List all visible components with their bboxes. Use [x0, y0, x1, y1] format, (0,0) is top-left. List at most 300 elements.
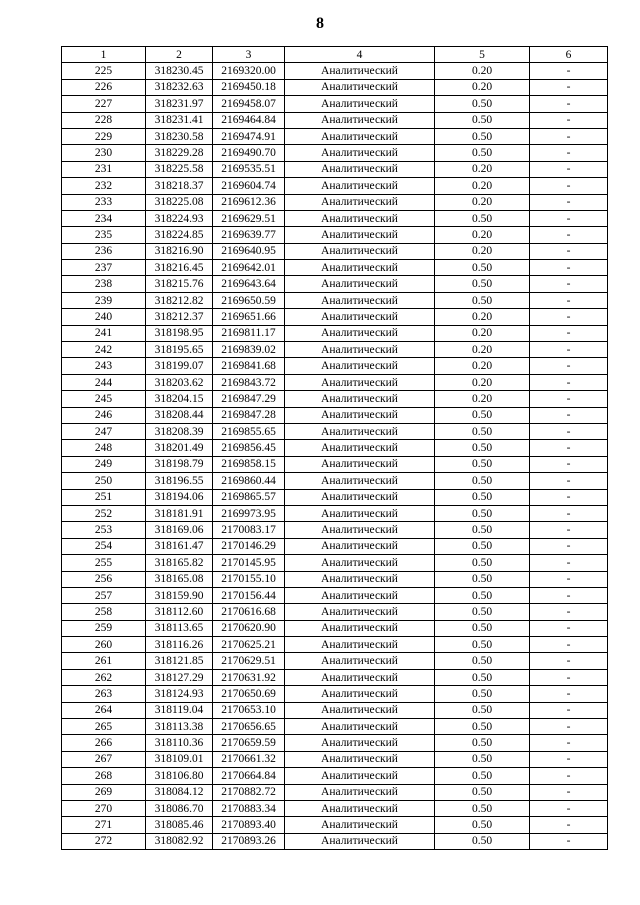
cell-point-number: 239 [62, 292, 146, 308]
cell-coordinate-x: 318113.65 [146, 620, 213, 636]
cell-coordinate-x: 318106.80 [146, 768, 213, 784]
cell-note: - [530, 555, 608, 571]
cell-method: Аналитический [285, 669, 435, 685]
cell-coordinate-x: 318208.39 [146, 423, 213, 439]
column-header-5: 5 [435, 47, 530, 63]
cell-note: - [530, 587, 608, 603]
table-header [62, 47, 608, 63]
cell-accuracy: 0.50 [435, 817, 530, 833]
cell-point-number: 247 [62, 423, 146, 439]
cell-method: Аналитический [285, 325, 435, 341]
cell-coordinate-y: 2169490.70 [213, 145, 285, 161]
cell-note: - [530, 800, 608, 816]
table-row [62, 473, 608, 489]
cell-accuracy: 0.50 [435, 407, 530, 423]
cell-coordinate-x: 318110.36 [146, 735, 213, 751]
table-row [62, 489, 608, 505]
cell-method: Аналитический [285, 63, 435, 79]
cell-coordinate-x: 318216.90 [146, 243, 213, 259]
table-row [62, 604, 608, 620]
cell-accuracy: 0.50 [435, 440, 530, 456]
cell-coordinate-x: 318224.85 [146, 227, 213, 243]
cell-coordinate-y: 2170650.69 [213, 686, 285, 702]
cell-accuracy: 0.50 [435, 800, 530, 816]
cell-coordinate-y: 2169639.77 [213, 227, 285, 243]
cell-coordinate-x: 318127.29 [146, 669, 213, 685]
cell-accuracy: 0.50 [435, 620, 530, 636]
cell-accuracy: 0.20 [435, 309, 530, 325]
cell-note: - [530, 194, 608, 210]
cell-point-number: 253 [62, 522, 146, 538]
cell-coordinate-y: 2170620.90 [213, 620, 285, 636]
cell-coordinate-y: 2170155.10 [213, 571, 285, 587]
cell-point-number: 252 [62, 505, 146, 521]
cell-method: Аналитический [285, 735, 435, 751]
cell-coordinate-x: 318086.70 [146, 800, 213, 816]
cell-note: - [530, 243, 608, 259]
table-row [62, 423, 608, 439]
table-row [62, 194, 608, 210]
table-row [62, 538, 608, 554]
table-row [62, 620, 608, 636]
cell-coordinate-x: 318232.63 [146, 79, 213, 95]
cell-coordinate-x: 318169.06 [146, 522, 213, 538]
cell-point-number: 240 [62, 309, 146, 325]
cell-point-number: 265 [62, 719, 146, 735]
table-row [62, 374, 608, 390]
cell-point-number: 263 [62, 686, 146, 702]
cell-point-number: 255 [62, 555, 146, 571]
cell-coordinate-y: 2169643.64 [213, 276, 285, 292]
cell-point-number: 234 [62, 210, 146, 226]
cell-method: Аналитический [285, 391, 435, 407]
cell-point-number: 236 [62, 243, 146, 259]
table-row [62, 505, 608, 521]
cell-coordinate-y: 2170653.10 [213, 702, 285, 718]
table-row [62, 260, 608, 276]
table-body [62, 63, 608, 850]
cell-coordinate-y: 2169450.18 [213, 79, 285, 95]
cell-method: Аналитический [285, 538, 435, 554]
table-row [62, 128, 608, 144]
cell-coordinate-y: 2169841.68 [213, 358, 285, 374]
cell-note: - [530, 227, 608, 243]
cell-accuracy: 0.50 [435, 522, 530, 538]
cell-note: - [530, 292, 608, 308]
cell-note: - [530, 391, 608, 407]
cell-method: Аналитический [285, 145, 435, 161]
cell-method: Аналитический [285, 112, 435, 128]
cell-method: Аналитический [285, 505, 435, 521]
cell-method: Аналитический [285, 79, 435, 95]
cell-accuracy: 0.20 [435, 178, 530, 194]
table-row [62, 784, 608, 800]
cell-note: - [530, 768, 608, 784]
cell-accuracy: 0.50 [435, 669, 530, 685]
cell-point-number: 226 [62, 79, 146, 95]
cell-accuracy: 0.20 [435, 243, 530, 259]
cell-coordinate-y: 2169847.29 [213, 391, 285, 407]
cell-coordinate-x: 318159.90 [146, 587, 213, 603]
cell-accuracy: 0.50 [435, 538, 530, 554]
cell-note: - [530, 407, 608, 423]
cell-method: Аналитический [285, 96, 435, 112]
cell-coordinate-y: 2169464.84 [213, 112, 285, 128]
cell-note: - [530, 112, 608, 128]
cell-note: - [530, 423, 608, 439]
cell-coordinate-y: 2169651.66 [213, 309, 285, 325]
cell-note: - [530, 440, 608, 456]
cell-method: Аналитический [285, 456, 435, 472]
cell-point-number: 242 [62, 342, 146, 358]
cell-coordinate-x: 318116.26 [146, 637, 213, 653]
cell-point-number: 251 [62, 489, 146, 505]
cell-note: - [530, 325, 608, 341]
cell-note: - [530, 96, 608, 112]
cell-accuracy: 0.50 [435, 128, 530, 144]
cell-note: - [530, 505, 608, 521]
cell-note: - [530, 522, 608, 538]
cell-coordinate-x: 318231.41 [146, 112, 213, 128]
table-row [62, 407, 608, 423]
cell-point-number: 227 [62, 96, 146, 112]
table-row [62, 161, 608, 177]
cell-note: - [530, 702, 608, 718]
cell-accuracy: 0.50 [435, 489, 530, 505]
table-row [62, 686, 608, 702]
cell-note: - [530, 817, 608, 833]
cell-coordinate-x: 318225.08 [146, 194, 213, 210]
cell-point-number: 271 [62, 817, 146, 833]
cell-coordinate-y: 2170656.65 [213, 719, 285, 735]
cell-coordinate-y: 2170625.21 [213, 637, 285, 653]
cell-coordinate-x: 318229.28 [146, 145, 213, 161]
table-row [62, 358, 608, 374]
cell-point-number: 237 [62, 260, 146, 276]
table-row [62, 833, 608, 849]
cell-point-number: 238 [62, 276, 146, 292]
cell-method: Аналитический [285, 800, 435, 816]
cell-method: Аналитический [285, 833, 435, 849]
cell-accuracy: 0.20 [435, 63, 530, 79]
table-row [62, 653, 608, 669]
table-row [62, 243, 608, 259]
cell-accuracy: 0.50 [435, 719, 530, 735]
cell-coordinate-y: 2169535.51 [213, 161, 285, 177]
cell-point-number: 270 [62, 800, 146, 816]
cell-coordinate-x: 318112.60 [146, 604, 213, 620]
cell-coordinate-y: 2169629.51 [213, 210, 285, 226]
cell-coordinate-x: 318084.12 [146, 784, 213, 800]
cell-point-number: 241 [62, 325, 146, 341]
table-row [62, 735, 608, 751]
cell-accuracy: 0.20 [435, 161, 530, 177]
cell-accuracy: 0.50 [435, 571, 530, 587]
column-header-1: 1 [62, 47, 146, 63]
cell-coordinate-x: 318208.44 [146, 407, 213, 423]
cell-coordinate-x: 318195.65 [146, 342, 213, 358]
cell-coordinate-x: 318230.58 [146, 128, 213, 144]
cell-coordinate-y: 2169865.57 [213, 489, 285, 505]
cell-method: Аналитический [285, 227, 435, 243]
table-row [62, 669, 608, 685]
table-row [62, 440, 608, 456]
cell-point-number: 268 [62, 768, 146, 784]
cell-method: Аналитический [285, 489, 435, 505]
cell-coordinate-y: 2170664.84 [213, 768, 285, 784]
cell-method: Аналитический [285, 292, 435, 308]
cell-point-number: 230 [62, 145, 146, 161]
cell-accuracy: 0.50 [435, 210, 530, 226]
cell-point-number: 235 [62, 227, 146, 243]
cell-coordinate-y: 2170659.59 [213, 735, 285, 751]
cell-coordinate-y: 2169858.15 [213, 456, 285, 472]
cell-accuracy: 0.20 [435, 194, 530, 210]
cell-accuracy: 0.50 [435, 702, 530, 718]
cell-coordinate-x: 318212.37 [146, 309, 213, 325]
cell-note: - [530, 63, 608, 79]
cell-coordinate-y: 2169973.95 [213, 505, 285, 521]
cell-point-number: 233 [62, 194, 146, 210]
cell-method: Аналитический [285, 751, 435, 767]
cell-coordinate-y: 2169839.02 [213, 342, 285, 358]
cell-note: - [530, 128, 608, 144]
cell-accuracy: 0.50 [435, 751, 530, 767]
column-header-4: 4 [285, 47, 435, 63]
table-row [62, 571, 608, 587]
cell-coordinate-x: 318194.06 [146, 489, 213, 505]
cell-coordinate-y: 2169320.00 [213, 63, 285, 79]
cell-accuracy: 0.50 [435, 784, 530, 800]
cell-coordinate-x: 318201.49 [146, 440, 213, 456]
cell-method: Аналитический [285, 358, 435, 374]
cell-coordinate-x: 318085.46 [146, 817, 213, 833]
cell-accuracy: 0.50 [435, 604, 530, 620]
cell-note: - [530, 653, 608, 669]
table-row [62, 522, 608, 538]
cell-method: Аналитический [285, 686, 435, 702]
cell-coordinate-x: 318215.76 [146, 276, 213, 292]
cell-point-number: 260 [62, 637, 146, 653]
cell-accuracy: 0.20 [435, 391, 530, 407]
cell-accuracy: 0.50 [435, 555, 530, 571]
cell-method: Аналитический [285, 620, 435, 636]
cell-accuracy: 0.20 [435, 227, 530, 243]
table-row [62, 719, 608, 735]
table-row [62, 555, 608, 571]
cell-point-number: 259 [62, 620, 146, 636]
cell-point-number: 244 [62, 374, 146, 390]
cell-coordinate-y: 2170629.51 [213, 653, 285, 669]
cell-method: Аналитический [285, 374, 435, 390]
cell-accuracy: 0.20 [435, 342, 530, 358]
cell-accuracy: 0.50 [435, 768, 530, 784]
cell-coordinate-y: 2170661.32 [213, 751, 285, 767]
table-row [62, 309, 608, 325]
cell-method: Аналитический [285, 702, 435, 718]
cell-point-number: 269 [62, 784, 146, 800]
cell-method: Аналитический [285, 276, 435, 292]
cell-note: - [530, 309, 608, 325]
cell-coordinate-x: 318113.38 [146, 719, 213, 735]
column-header-3: 3 [213, 47, 285, 63]
cell-point-number: 256 [62, 571, 146, 587]
table-row [62, 391, 608, 407]
cell-method: Аналитический [285, 342, 435, 358]
cell-accuracy: 0.50 [435, 260, 530, 276]
cell-method: Аналитический [285, 473, 435, 489]
coordinates-table [61, 46, 608, 850]
table-row [62, 227, 608, 243]
cell-point-number: 225 [62, 63, 146, 79]
cell-note: - [530, 374, 608, 390]
cell-coordinate-y: 2170882.72 [213, 784, 285, 800]
cell-coordinate-y: 2170893.26 [213, 833, 285, 849]
cell-coordinate-y: 2169458.07 [213, 96, 285, 112]
table-row [62, 342, 608, 358]
cell-method: Аналитический [285, 243, 435, 259]
cell-coordinate-y: 2170631.92 [213, 669, 285, 685]
cell-coordinate-x: 318119.04 [146, 702, 213, 718]
table-row [62, 456, 608, 472]
table-row [62, 210, 608, 226]
cell-note: - [530, 161, 608, 177]
cell-coordinate-x: 318124.93 [146, 686, 213, 702]
cell-coordinate-y: 2169843.72 [213, 374, 285, 390]
table-row [62, 178, 608, 194]
cell-accuracy: 0.50 [435, 473, 530, 489]
cell-coordinate-y: 2169811.17 [213, 325, 285, 341]
cell-point-number: 250 [62, 473, 146, 489]
cell-coordinate-y: 2169860.44 [213, 473, 285, 489]
cell-coordinate-x: 318198.95 [146, 325, 213, 341]
cell-method: Аналитический [285, 128, 435, 144]
cell-coordinate-x: 318224.93 [146, 210, 213, 226]
cell-note: - [530, 210, 608, 226]
cell-accuracy: 0.20 [435, 358, 530, 374]
cell-method: Аналитический [285, 522, 435, 538]
cell-coordinate-x: 318225.58 [146, 161, 213, 177]
cell-point-number: 243 [62, 358, 146, 374]
cell-point-number: 257 [62, 587, 146, 603]
cell-coordinate-x: 318230.45 [146, 63, 213, 79]
cell-accuracy: 0.50 [435, 96, 530, 112]
cell-note: - [530, 178, 608, 194]
cell-coordinate-x: 318121.85 [146, 653, 213, 669]
cell-coordinate-y: 2169640.95 [213, 243, 285, 259]
cell-accuracy: 0.50 [435, 587, 530, 603]
cell-coordinate-x: 318165.82 [146, 555, 213, 571]
cell-coordinate-y: 2170616.68 [213, 604, 285, 620]
table-row [62, 292, 608, 308]
cell-note: - [530, 571, 608, 587]
cell-accuracy: 0.50 [435, 833, 530, 849]
table-row [62, 637, 608, 653]
cell-coordinate-y: 2170156.44 [213, 587, 285, 603]
cell-method: Аналитический [285, 210, 435, 226]
cell-point-number: 266 [62, 735, 146, 751]
table-row [62, 79, 608, 95]
cell-coordinate-y: 2169604.74 [213, 178, 285, 194]
cell-coordinate-y: 2169855.65 [213, 423, 285, 439]
cell-accuracy: 0.50 [435, 276, 530, 292]
cell-note: - [530, 538, 608, 554]
cell-method: Аналитический [285, 653, 435, 669]
cell-accuracy: 0.50 [435, 456, 530, 472]
cell-method: Аналитический [285, 817, 435, 833]
cell-accuracy: 0.50 [435, 637, 530, 653]
table-row [62, 112, 608, 128]
cell-note: - [530, 358, 608, 374]
cell-point-number: 258 [62, 604, 146, 620]
cell-accuracy: 0.20 [435, 325, 530, 341]
cell-method: Аналитический [285, 407, 435, 423]
cell-coordinate-y: 2170146.29 [213, 538, 285, 554]
cell-coordinate-y: 2170145.95 [213, 555, 285, 571]
table-row [62, 751, 608, 767]
cell-coordinate-y: 2169847.28 [213, 407, 285, 423]
cell-coordinate-x: 318204.15 [146, 391, 213, 407]
cell-note: - [530, 735, 608, 751]
cell-coordinate-x: 318196.55 [146, 473, 213, 489]
cell-note: - [530, 260, 608, 276]
cell-note: - [530, 669, 608, 685]
cell-note: - [530, 637, 608, 653]
table-row [62, 817, 608, 833]
cell-coordinate-y: 2169856.45 [213, 440, 285, 456]
cell-accuracy: 0.20 [435, 79, 530, 95]
cell-point-number: 248 [62, 440, 146, 456]
cell-method: Аналитический [285, 637, 435, 653]
cell-point-number: 254 [62, 538, 146, 554]
cell-note: - [530, 473, 608, 489]
cell-coordinate-x: 318109.01 [146, 751, 213, 767]
cell-accuracy: 0.50 [435, 653, 530, 669]
cell-point-number: 232 [62, 178, 146, 194]
table-row [62, 702, 608, 718]
table-row [62, 768, 608, 784]
cell-method: Аналитический [285, 440, 435, 456]
cell-method: Аналитический [285, 423, 435, 439]
cell-coordinate-x: 318212.82 [146, 292, 213, 308]
cell-coordinate-y: 2169612.36 [213, 194, 285, 210]
table-row [62, 325, 608, 341]
cell-coordinate-x: 318181.91 [146, 505, 213, 521]
page-number: 8 [316, 15, 324, 32]
cell-point-number: 246 [62, 407, 146, 423]
cell-coordinate-y: 2170883.34 [213, 800, 285, 816]
cell-method: Аналитический [285, 587, 435, 603]
column-header-6: 6 [530, 47, 608, 63]
cell-point-number: 245 [62, 391, 146, 407]
cell-coordinate-y: 2169474.91 [213, 128, 285, 144]
cell-note: - [530, 489, 608, 505]
cell-method: Аналитический [285, 719, 435, 735]
cell-point-number: 272 [62, 833, 146, 849]
cell-method: Аналитический [285, 178, 435, 194]
cell-point-number: 267 [62, 751, 146, 767]
table-row [62, 145, 608, 161]
cell-point-number: 231 [62, 161, 146, 177]
cell-coordinate-y: 2169642.01 [213, 260, 285, 276]
cell-point-number: 262 [62, 669, 146, 685]
cell-note: - [530, 833, 608, 849]
cell-coordinate-y: 2170893.40 [213, 817, 285, 833]
cell-coordinate-x: 318198.79 [146, 456, 213, 472]
cell-point-number: 249 [62, 456, 146, 472]
cell-point-number: 264 [62, 702, 146, 718]
cell-accuracy: 0.50 [435, 423, 530, 439]
